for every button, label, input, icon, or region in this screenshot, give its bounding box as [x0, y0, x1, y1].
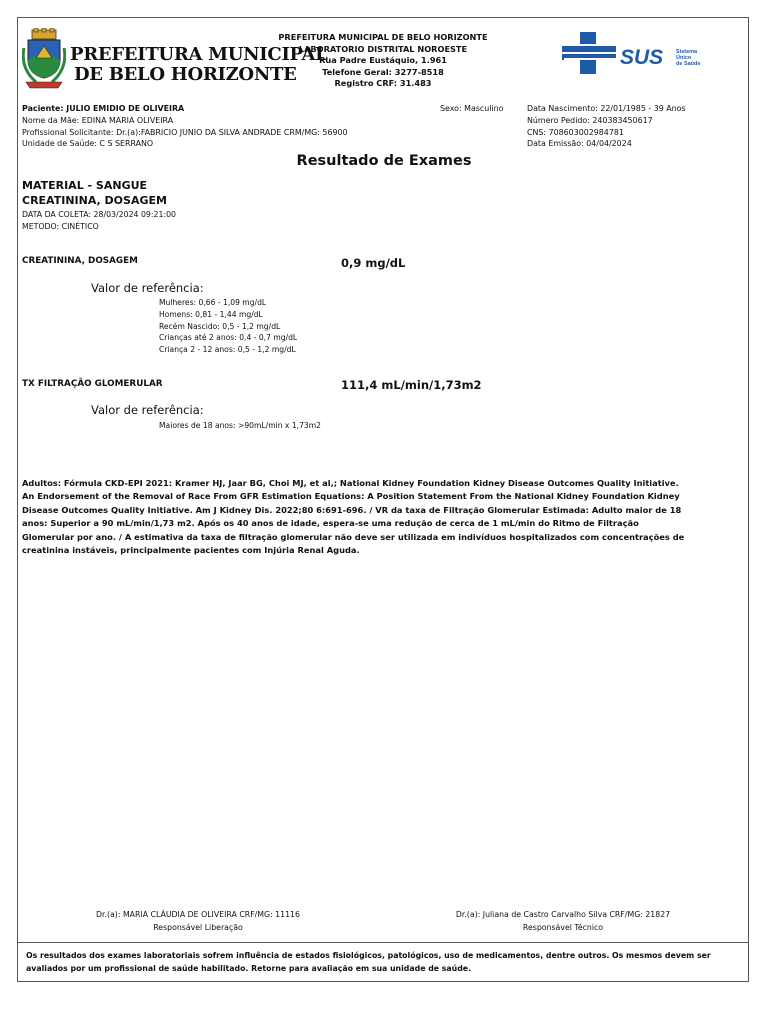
patient-sex: Sexo: Masculino — [440, 104, 504, 113]
note-line: creatinina instáveis, principalmente pacientes com Injúria Renal Aguda. — [22, 545, 360, 556]
pbh-logo-text-line2: DE BELO HORIZONTE — [74, 64, 297, 85]
note-line: anos: Superior a 90 mL/min/1,73 m2. Após os 40 anos de idade, espera-se uma redução de cerca de 1 mL/min do Ritmo de Filtração — [22, 518, 639, 529]
lab-crf: Registro CRF: 31.483 — [334, 78, 432, 88]
sus-logo — [560, 30, 710, 76]
material-type: MATERIAL - SANGUE — [22, 179, 148, 192]
exam-group: CREATININA, DOSAGEM — [22, 194, 167, 207]
requesting-doctor: Profissional Solicitante: Dr.(a):FABRICIO JUNIO DA SILVA ANDRADE CRM/MG: 56900 — [22, 127, 348, 137]
sus-sub-line2: Único — [676, 55, 692, 61]
patient-name: Paciente: JULIO EMIDIO DE OLIVEIRA — [22, 104, 185, 113]
reference-label: Valor de referência: — [91, 403, 204, 417]
signature-release — [88, 909, 308, 934]
sus-logo-text: SUS — [620, 46, 664, 69]
page-title: Resultado de Exames — [296, 153, 472, 169]
signature-name: Dr.(a): MARIA CLÁUDIA DE OLIVEIRA CRF/MG: 11116 — [96, 910, 300, 919]
reference-item: Mulheres: 0,66 - 1,09 mg/dL — [159, 298, 267, 307]
pbh-logo — [22, 28, 328, 90]
mother-name: Nome da Mãe: EDINA MARIA OLIVEIRA — [22, 115, 174, 125]
org-name: PREFEITURA MUNICIPAL DE BELO HORIZONTE — [278, 32, 488, 42]
signature-name: Dr.(a): Juliana de Castro Carvalho Silva CRF/MG: 21827 — [455, 910, 671, 919]
note-line: An Endorsement of the Removal of Race From GFR Estimation Equations: A Position Statement From the National Kidney Foundation Kidney — [22, 491, 680, 502]
sus-cross-icon — [560, 30, 618, 76]
signature-role: Responsável Liberação — [153, 922, 243, 932]
sus-logo-subtitle — [676, 49, 700, 67]
patient-info-right — [527, 103, 686, 150]
signature-technical — [443, 909, 683, 934]
birth-date: Data Nascimento: 22/01/1985 - 39 Anos — [527, 104, 686, 113]
note-line: Glomerular por ano. / A estimativa da taxa de filtração glomerular não deve ser utilizada em indivíduos hospitalizados com concentrações de — [22, 531, 685, 542]
collection-info — [22, 209, 176, 233]
exam-name-creatinine: CREATININA, DOSAGEM — [22, 256, 138, 266]
lab-phone: Telefone Geral: 3277-8518 — [322, 66, 444, 77]
reference-item: Crianças até 2 anos: 0,4 - 0,7 mg/dL — [159, 333, 298, 343]
lab-name: LABORATORIO DISTRITAL NOROESTE — [298, 43, 468, 54]
reference-item: Recém Nascido: 0,5 - 1,2 mg/dL — [159, 321, 281, 331]
cns-number: CNS: 708603002984781 — [527, 127, 624, 137]
patient-info-left — [22, 103, 432, 150]
lab-header — [248, 32, 518, 90]
material-heading — [22, 178, 167, 208]
method-note — [22, 477, 749, 557]
method: METODO: CINÉTICO — [22, 222, 99, 231]
document-page — [17, 17, 749, 982]
exam-name-gfr: TX FILTRAÇÃO GLOMERULAR — [22, 379, 163, 389]
reference-item: Criança 2 - 12 anos: 0,5 - 1,2 mg/dL — [159, 345, 296, 355]
exam-value-gfr: 111,4 mL/min/1,73m2 — [341, 378, 482, 392]
pbh-logo-text-line1: PREFEITURA MUNICIPAL — [70, 44, 328, 65]
footer-disclaimer: Os resultados dos exames laboratoriais sofrem influência de estados fisiológicos, patológicos, uso de medicamentos, dentre outros. Os mesmos devem ser avaliados por um profissional de saúde habilitado. Retorne para avaliação em sua unidade de saúde. — [26, 951, 711, 973]
note-line: Adultos: Fórmula CKD-EPI 2021: Kramer HJ, Jaar BG, Choi MJ, et al,; National Kidney Foundation Kidney Disease Outcomes Quality Initiative. — [22, 478, 679, 488]
reference-label: Valor de referência: — [91, 281, 204, 295]
order-number: Número Pedido: 240383450617 — [527, 115, 653, 125]
collection-date: DATA DA COLETA: 28/03/2024 09:21:00 — [22, 210, 176, 219]
footer-divider — [18, 942, 749, 943]
reference-list-creatinine — [159, 297, 297, 356]
lab-address: Rua Padre Eustáquio, 1.961 — [319, 55, 447, 65]
pbh-coat-of-arms-icon — [22, 28, 66, 90]
signature-role: Responsável Técnico — [522, 922, 604, 932]
health-unit: Unidade de Saúde: C S SERRANO — [22, 139, 154, 149]
sus-sub-line1: Sistema — [676, 49, 698, 55]
reference-item: Homens: 0,81 - 1,44 mg/dL — [159, 309, 263, 319]
reference-list-gfr — [159, 420, 321, 432]
reference-item: Maiores de 18 anos: >90mL/min x 1,73m2 — [159, 421, 321, 430]
exam-value-creatinine: 0,9 mg/dL — [341, 256, 406, 270]
sus-sub-line3: de Saúde — [676, 61, 701, 67]
note-line: Disease Outcomes Quality Initiative. Am J Kidney Dis. 2022;80 6:691-696. / VR da taxa de Filtração Glomerular Estimada: Adulto maior de 18 — [22, 504, 682, 515]
issue-date: Data Emissão: 04/04/2024 — [527, 139, 632, 149]
